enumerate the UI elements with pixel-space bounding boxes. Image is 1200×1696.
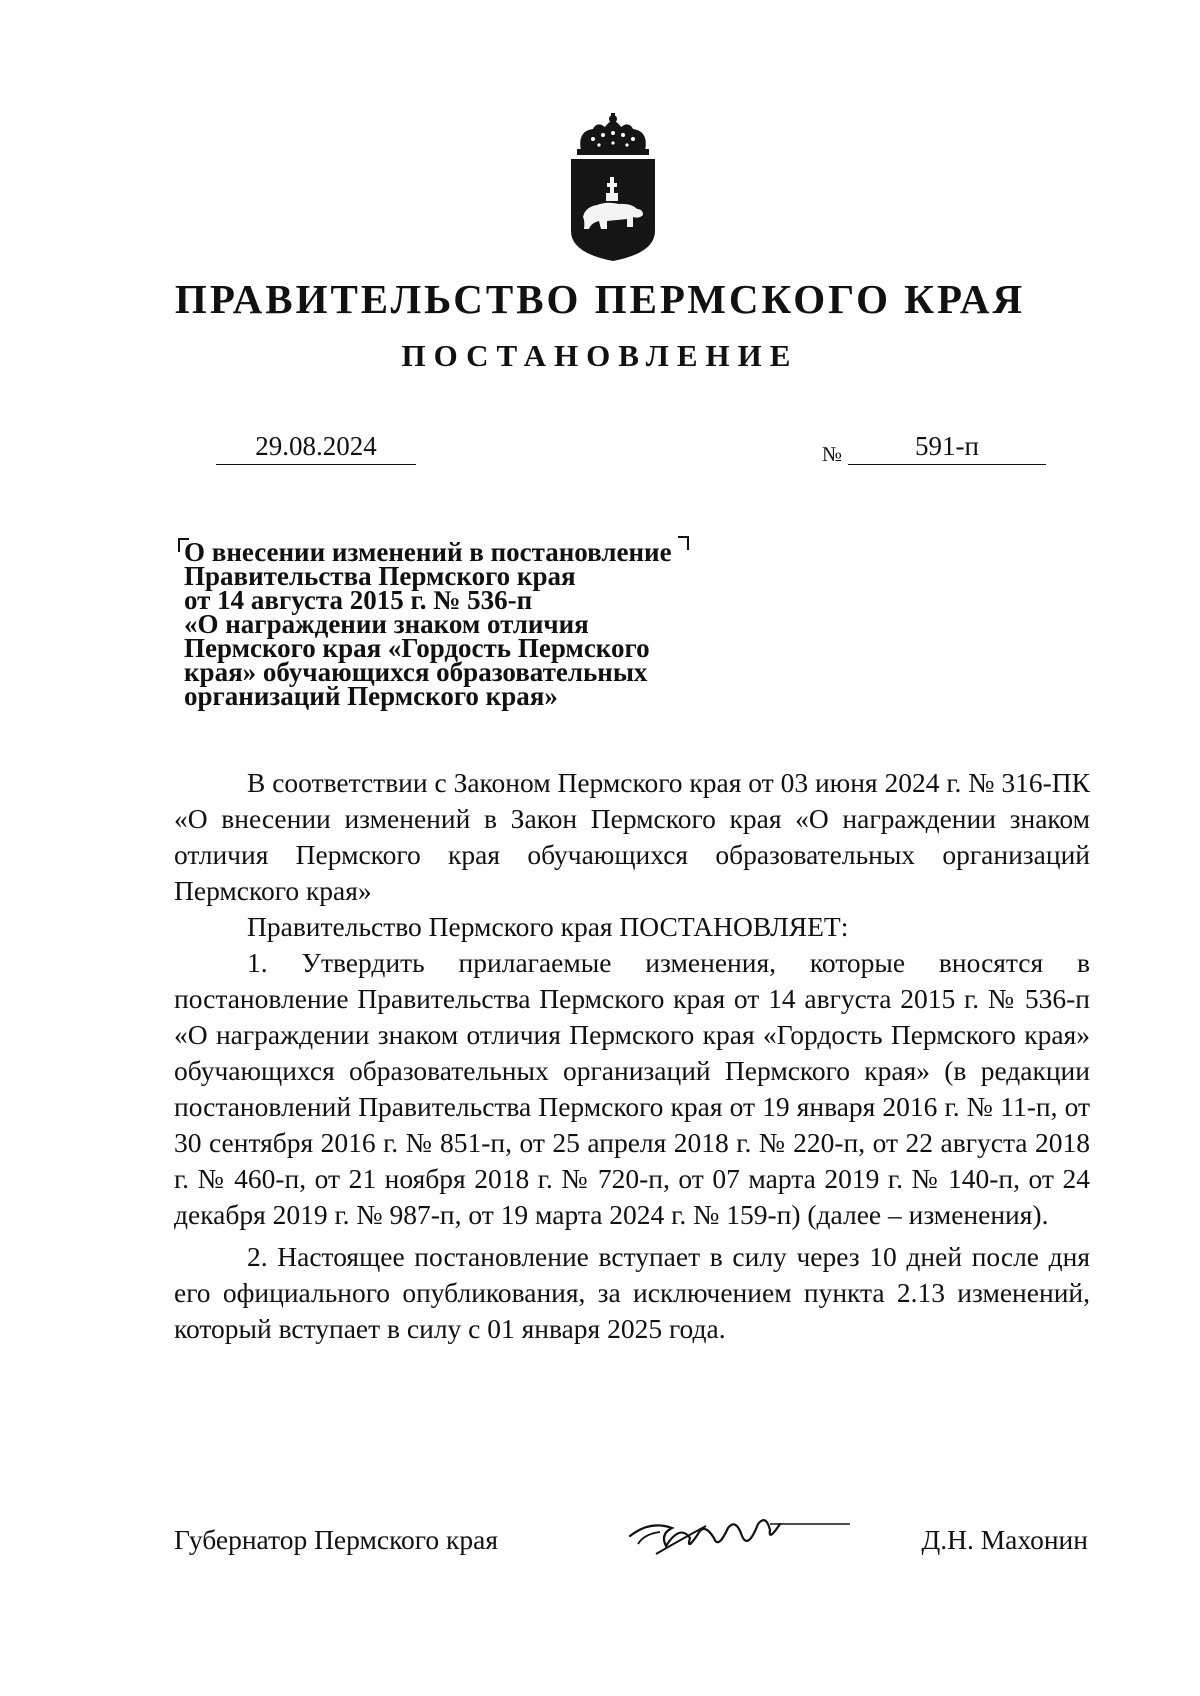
preamble-paragraph: В соответствии с Законом Пермского края от 03 июня 2024 г. № 316-ПК «О внесении изменений в Закон Пермского края «О награждении знаком отличия Пермского края обучающихся образовательных организаций Пермского края» bbox=[174, 767, 1090, 906]
number-sign: № bbox=[822, 442, 843, 466]
signer-name: Д.Н. Махонин bbox=[921, 1524, 1088, 1555]
subject-line: «О награждении знаком отличия bbox=[184, 609, 589, 639]
signature-icon bbox=[620, 1494, 860, 1574]
signer-position: Губернатор Пермского края bbox=[174, 1524, 498, 1555]
document-number: 591-п bbox=[848, 430, 1046, 465]
document-type: ПОСТАНОВЛЕНИЕ bbox=[401, 338, 799, 373]
government-title: ПРАВИТЕЛЬСТВО ПЕРМСКОГО КРАЯ bbox=[174, 276, 1026, 322]
document-subject bbox=[184, 537, 704, 711]
resolves-paragraph: Правительство Пермского края ПОСТАНОВЛЯЕТ: bbox=[247, 911, 849, 942]
subject-line: Правительства Пермского края bbox=[184, 561, 576, 591]
signature-block bbox=[0, 1516, 1200, 1566]
subject-line: О внесении изменений в постановление bbox=[184, 537, 672, 567]
subject-line: организаций Пермского края» bbox=[184, 681, 558, 711]
document-body bbox=[174, 765, 1090, 1347]
subject-line: от 14 августа 2015 г. № 536-п bbox=[184, 585, 533, 615]
subject-line: Пермского края «Гордость Пермского bbox=[184, 633, 650, 663]
coat-of-arms-icon bbox=[563, 113, 663, 263]
subject-line: края» обучающихся образовательных bbox=[184, 657, 648, 687]
document-date: 29.08.2024 bbox=[216, 430, 416, 465]
item-2-paragraph: 2. Настоящее постановление вступает в силу через 10 дней после дня его официального опубликования, за исключением пункта 2.13 изменений, который вступает в силу с 01 января 2025 года. bbox=[174, 1241, 1090, 1344]
item-1-paragraph: 1. Утвердить прилагаемые изменения, которые вносятся в постановление Правительства Пермского края от 14 августа 2015 г. № 536-п «О награждении знаком отличия Пермского края «Гордость Пермского края» обучающихся образовательных организаций Пермского края» (в редакции постановлений Правительства Пермского края от 19 января 2016 г. № 11-п, от 30 сентября 2016 г. № 851-п, от 25 апреля 2018 г. № 220-п, от 22 августа 2018 г. № 460-п, от 21 ноября 2018 г. № 720-п, от 07 марта 2019 г. № 140-п, от 24 декабря 2019 г. № 987-п, от 19 марта 2024 г. № 159-п) (далее – изменения). bbox=[174, 947, 1090, 1230]
